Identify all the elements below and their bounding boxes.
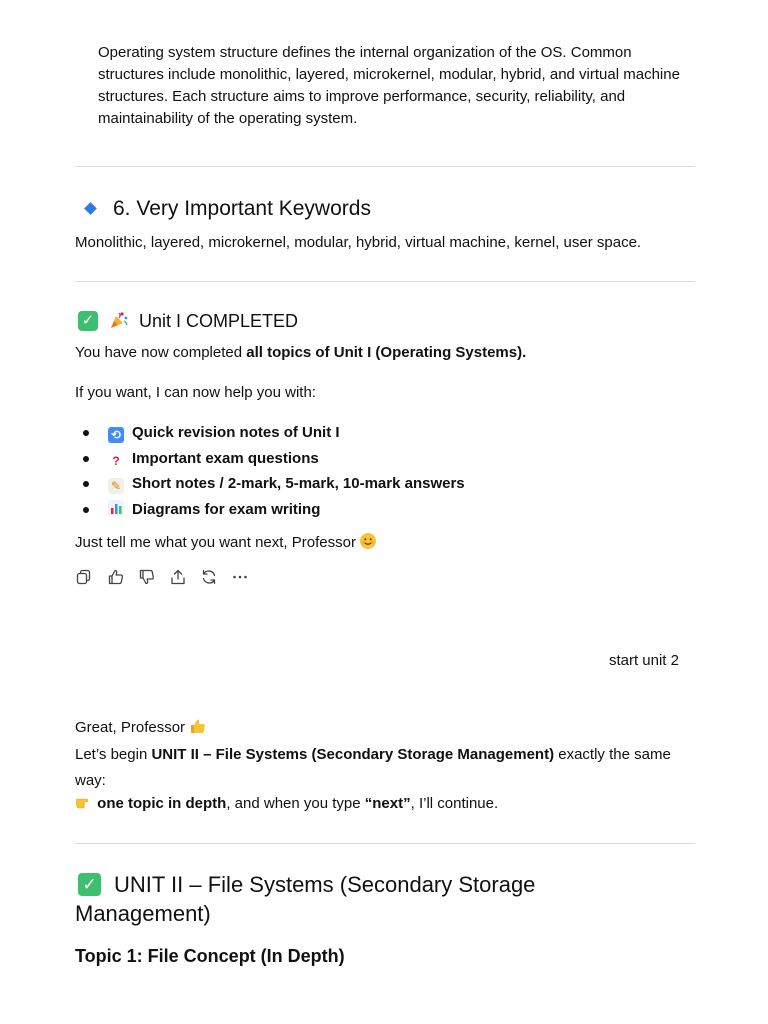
reply-line3-bold: one topic in depth <box>97 795 227 812</box>
regenerate-icon[interactable] <box>200 568 218 586</box>
smiling-face-icon <box>360 533 376 549</box>
list-item <box>75 499 465 525</box>
topic-heading: Topic 1: File Concept (In Depth) <box>75 946 345 966</box>
reply-line2-suffix: exactly the same <box>554 746 671 763</box>
list-item-label: Short notes / 2-mark, 5-mark, 10-mark answers <box>132 475 465 492</box>
list-item <box>75 448 465 474</box>
closing-text: Just tell me what you want next, Professor <box>75 534 356 551</box>
share-icon[interactable] <box>169 568 187 586</box>
check-mark-icon: ✓ <box>78 873 101 896</box>
memo-icon: ✎ <box>108 478 124 494</box>
help-intro: If you want, I can now help you with: <box>75 384 316 401</box>
reply-line3-quote: “next” <box>364 795 411 812</box>
keywords-heading: 6. Very Important Keywords <box>113 197 371 220</box>
help-options-list <box>75 422 465 524</box>
check-mark-icon: ✓ <box>78 311 98 331</box>
reply-instruction <box>75 793 498 815</box>
blue-diamond-icon <box>84 202 97 215</box>
question-icon: ? <box>112 453 120 468</box>
party-popper-icon <box>109 310 129 330</box>
copy-icon[interactable] <box>75 568 93 586</box>
list-item-label: Quick revision notes of Unit I <box>132 424 340 441</box>
reply-intro <box>75 742 695 794</box>
list-item <box>75 422 465 448</box>
thumbs-up-emoji-icon <box>189 718 207 734</box>
reply-line3-suffix: , I’ll continue. <box>410 795 499 812</box>
completed-line <box>75 342 526 364</box>
pointing-hand-icon <box>75 794 93 810</box>
list-item <box>75 473 465 499</box>
greeting-text: Great, Professor <box>75 719 186 736</box>
reply-line2-bold: UNIT II – File Systems (Secondary Storage Management) <box>151 746 555 763</box>
reply-greeting <box>75 717 207 739</box>
divider <box>75 166 695 167</box>
more-options-icon[interactable] <box>231 568 249 586</box>
bullet-dot <box>83 430 89 436</box>
thumbs-down-icon[interactable] <box>138 568 156 586</box>
divider <box>75 843 695 844</box>
list-item-label: Important exam questions <box>132 449 319 467</box>
repeat-icon: ⟲ <box>108 427 124 443</box>
keywords-text: Monolithic, layered, microkernel, modular, hybrid, virtual machine, kernel, user space. <box>75 234 642 251</box>
list-item-label: Diagrams for exam writing <box>132 500 321 518</box>
reply-line3-mid: , and when you type <box>226 795 365 812</box>
reply-line2-prefix: Let’s begin <box>75 746 152 763</box>
user-message: start unit 2 <box>608 652 679 669</box>
closing-line <box>75 532 376 554</box>
bullet-dot <box>83 456 89 462</box>
bullet-dot <box>83 481 89 487</box>
bullet-dot <box>83 507 89 513</box>
divider <box>75 281 695 282</box>
completed-bold: all topics of Unit I (Operating Systems). <box>246 344 527 361</box>
unit2-heading: UNIT II – File Systems (Secondary Storage Management) <box>75 872 536 926</box>
reply-line2-wrap: way: <box>75 772 106 789</box>
completed-prefix: You have now completed <box>75 344 247 361</box>
thumbs-up-icon[interactable] <box>107 568 125 586</box>
unit1-completed-heading: Unit I COMPLETED <box>139 311 299 331</box>
intro-paragraph: Operating system structure defines the internal organization of the OS. Common structures include monolithic, layered, microkernel, modular, hybrid, and virtual machine structures. Each structure aims to improve performance, security, reliability, and maintainability of the operating system. <box>98 44 680 127</box>
bar-chart-icon <box>108 500 124 516</box>
